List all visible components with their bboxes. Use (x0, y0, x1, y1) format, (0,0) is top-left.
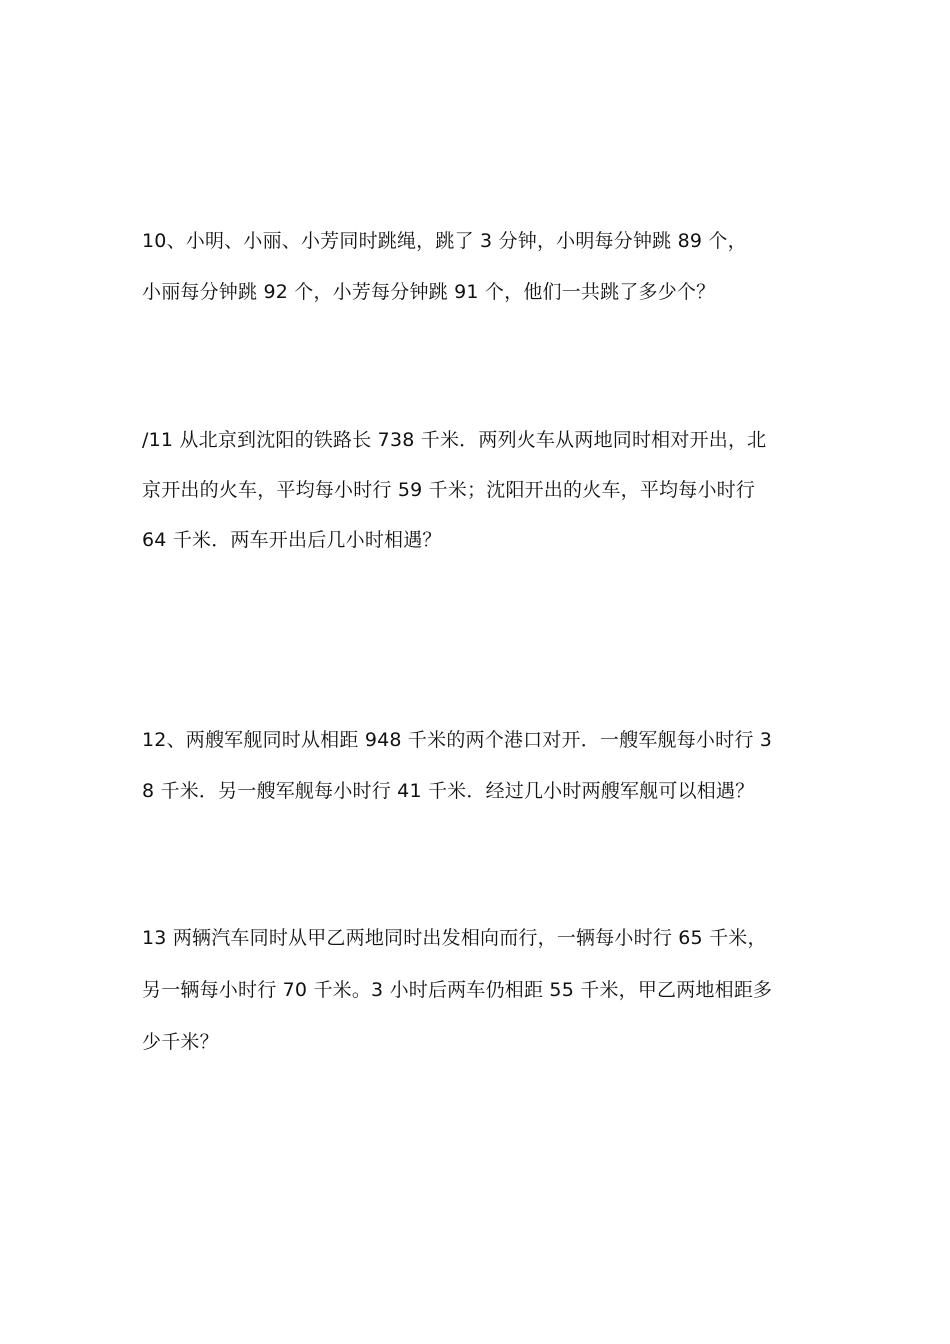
problem-10 (142, 228, 822, 305)
problem-line: 小丽每分钟跳 92 个，小芳每分钟跳 91 个，他们一共跳了多少个？ (142, 281, 716, 303)
problem-line: 8 千米．另一艘军舰每小时行 41 千米．经过几小时两艘军舰可以相遇？ (142, 780, 755, 802)
problem-line: 10、小明、小丽、小芳同时跳绳，跳了 3 分钟，小明每分钟跳 89 个， (142, 230, 747, 252)
problem-line: 京开出的火车，平均每小时行 59 千米；沈阳开出的火车，平均每小时行 (142, 479, 756, 501)
problem-line: 64 千米．两车开出后几小时相遇？ (142, 529, 442, 551)
problem-line: 13 两辆汽车同时从甲乙两地同时出发相向而行，一辆每小时行 65 千米， (142, 927, 767, 949)
problem-12 (142, 727, 822, 804)
problem-line: /11 从北京到沈阳的铁路长 738 千米．两列火车从两地同时相对开出，北 (142, 429, 767, 451)
problem-line: 少千米？ (142, 1031, 219, 1053)
problem-line: 12、两艘军舰同时从相距 948 千米的两个港口对开．一艘军舰每小时行 3 (142, 729, 773, 751)
problem-11 (142, 427, 822, 553)
problem-13 (142, 925, 822, 1055)
problem-line: 另一辆每小时行 70 千米。3 小时后两车仍相距 55 千米，甲乙两地相距多 (142, 979, 773, 1001)
